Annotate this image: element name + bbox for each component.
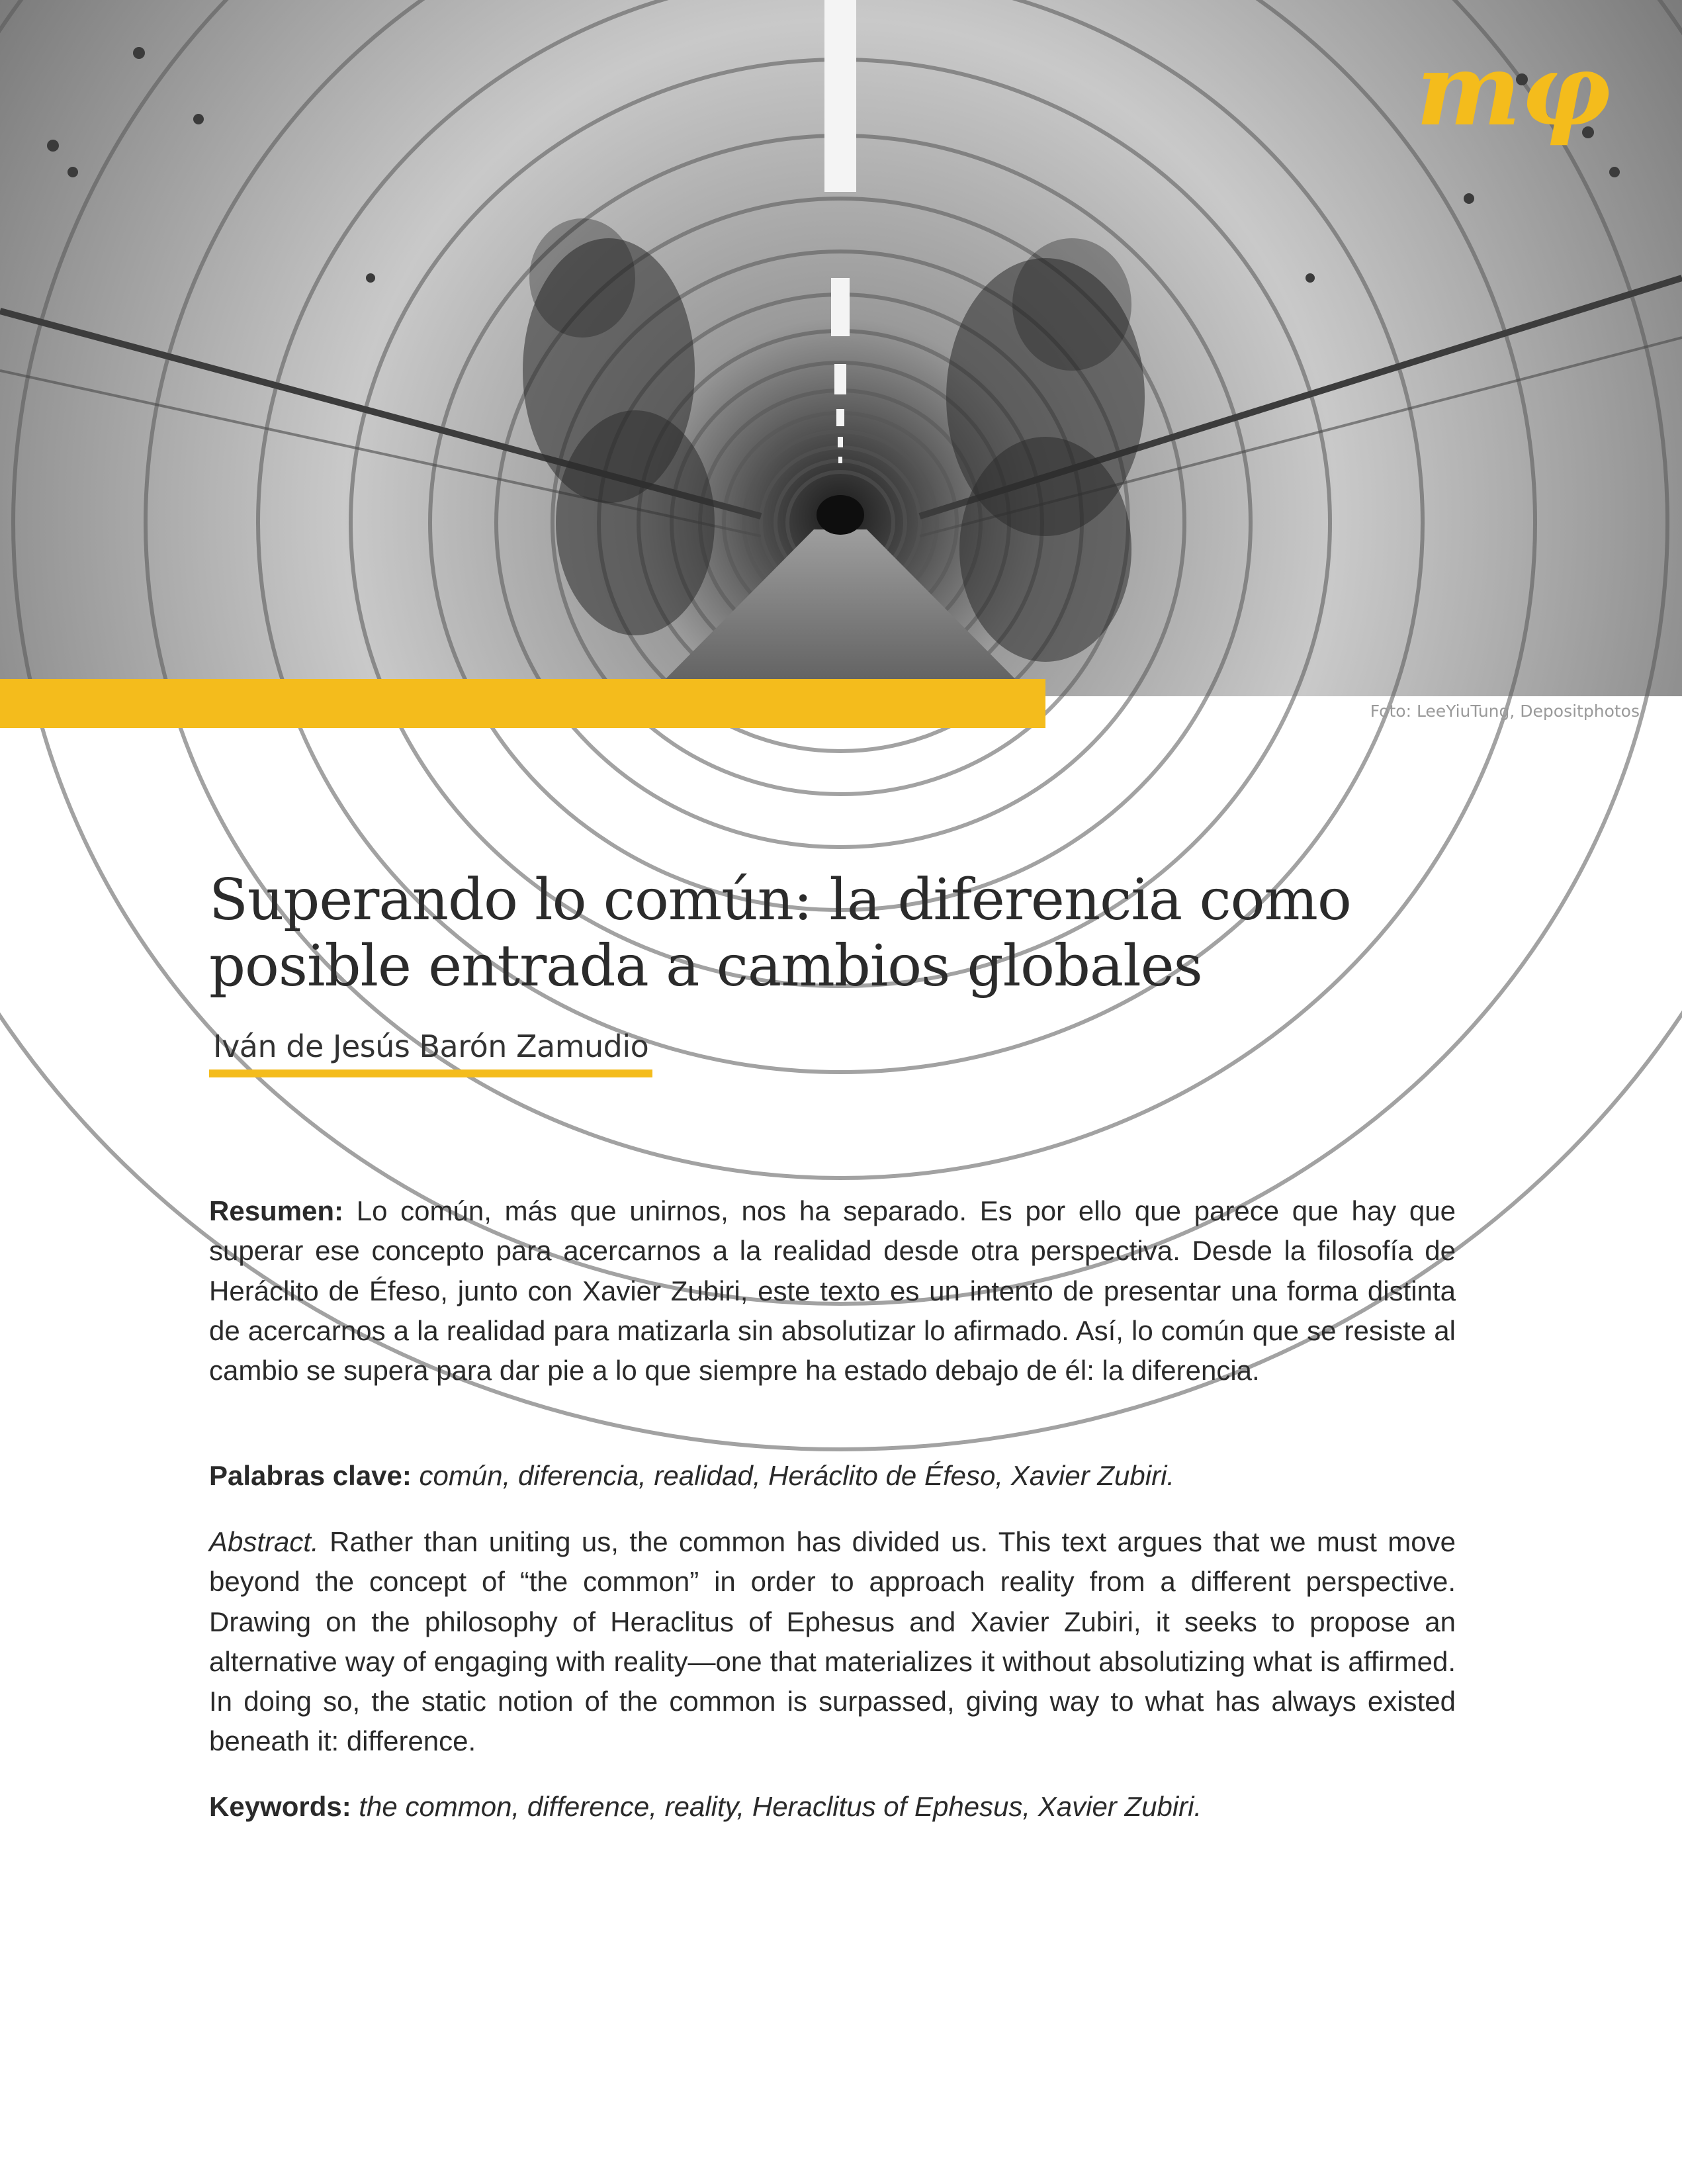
abstract-paragraph (209, 1522, 1456, 1762)
keywords-label: Keywords: (209, 1791, 351, 1822)
resumen-paragraph (209, 1191, 1456, 1390)
resumen-label: Resumen: (209, 1195, 344, 1226)
abstract-label: Abstract. (209, 1526, 319, 1557)
title-line-2: posible entrada a cambios globales (209, 933, 1202, 999)
palabras-clave-text: común, diferencia, realidad, Heráclito de Éfeso, Xavier Zubiri. (419, 1460, 1175, 1491)
palabras-clave-paragraph (209, 1456, 1456, 1496)
palabras-clave-label: Palabras clave: (209, 1460, 412, 1491)
author-block (209, 1028, 652, 1077)
keywords-paragraph (209, 1787, 1456, 1827)
journal-logo (1416, 32, 1611, 151)
author-name: Iván de Jesús Barón Zamudio (209, 1028, 652, 1077)
title-line-1: Superando lo común: la diferencia como (209, 867, 1351, 933)
article-title (209, 867, 1519, 999)
keywords-text: the common, difference, reality, Heraclitus of Ephesus, Xavier Zubiri. (359, 1791, 1202, 1822)
abstract-text: Rather than uniting us, the common has divided us. This text argues that we must move beyond the concept of “the common” in order to approach reality from a different perspective. Drawing on the philosophy of Heraclitus of Ephesus and Xavier Zubiri, it seeks to propose an alternative way of engaging with reality—one that materializes it without absolutizing what is affirmed. In doing so, the static notion of the common is surpassed, giving way to what has always existed beneath it: difference. (209, 1526, 1456, 1757)
photo-credit: Foto: LeeYiuTung, Depositphotos (1370, 702, 1640, 721)
accent-bar (0, 679, 1045, 728)
resumen-text: Lo común, más que unirnos, nos ha separado. Es por ello que parece que hay que superar ese concepto para acercarnos a la realidad desde otra perspectiva. Desde la filosofía de Heráclito de Éfeso, junto con Xavier Zubiri, este texto es un intento de presentar una forma distinta de acercarnos a la realidad para matizarla sin absolutizar lo afirmado. Así, lo común que se resiste al cambio se supera para dar pie a lo que siempre ha estado debajo de él: la diferencia. (209, 1195, 1456, 1387)
mphi-logo-icon (1416, 32, 1611, 151)
logo-letters: mφ (1416, 32, 1611, 148)
